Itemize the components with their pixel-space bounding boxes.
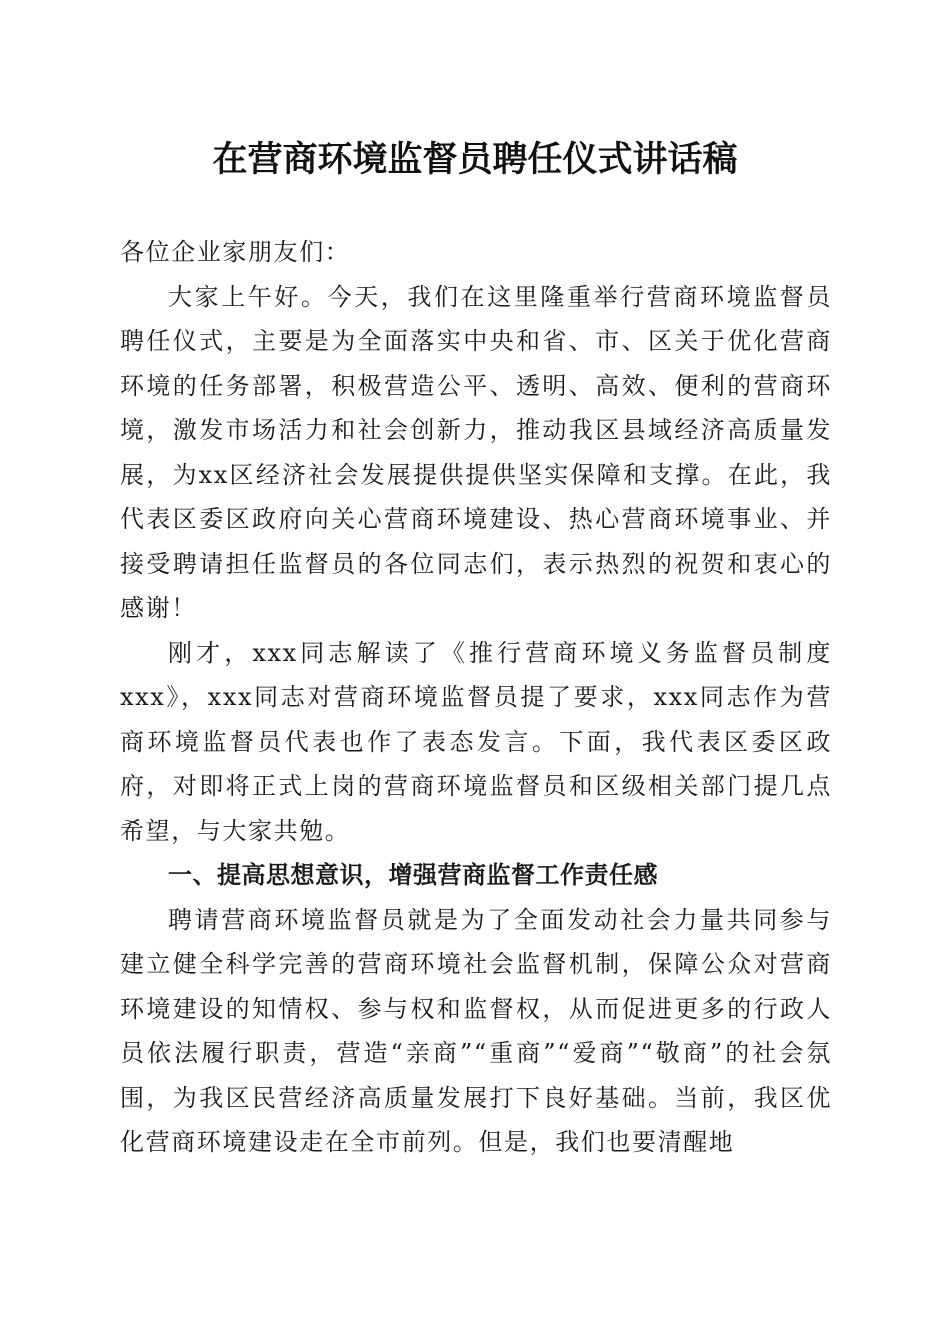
second-paragraph: 刚才，xxx同志解读了《推行营商环境义务监督员制度xxx》，xxx同志对营商环境监督员提了要求，xxx同志作为营商环境监督员代表也作了表态发言。下面，我代表区委区政府，对即将正式上岗的营商环境监督员和区级相关部门提几点希望，与大家共勉。 bbox=[120, 638, 832, 845]
document-title: 在营商环境监督员聘任仪式讲话稿 bbox=[212, 139, 738, 180]
salutation: 各位企业家朋友们： bbox=[120, 238, 351, 266]
section-paragraph: 聘请营商环境监督员就是为了全面发动社会力量共同参与建立健全科学完善的营商环境社会监督机制，保障公众对营商环境建设的知情权、参与权和监督权，从而促进更多的行政人员依法履行职责，营造“亲商”“重商”“爱商”“敬商”的社会氛围，为我区民营经济高质量发展打下良好基础。当前，我区优化营商环境建设走在全市前列。但是，我们也要清醒地 bbox=[120, 905, 832, 1156]
opening-paragraph: 大家上午好。今天，我们在这里隆重举行营商环境监督员聘任仪式，主要是为全面落实中央和省、市、区关于优化营商环境的任务部署，积极营造公平、透明、高效、便利的营商环境，激发市场活力和社会创新力，推动我区县域经济高质量发展，为xx区经济社会发展提供提供坚实保障和支撑。在此，我代表区委区政府向关心营商环境建设、热心营商环境事业、并接受聘请担任监督员的各位同志们，表示热烈的祝贺和衷心的感谢！ bbox=[120, 282, 832, 622]
document-body bbox=[120, 230, 832, 1165]
section-heading: 一、提高思想意识，增强营商监督工作责任感 bbox=[168, 861, 658, 889]
